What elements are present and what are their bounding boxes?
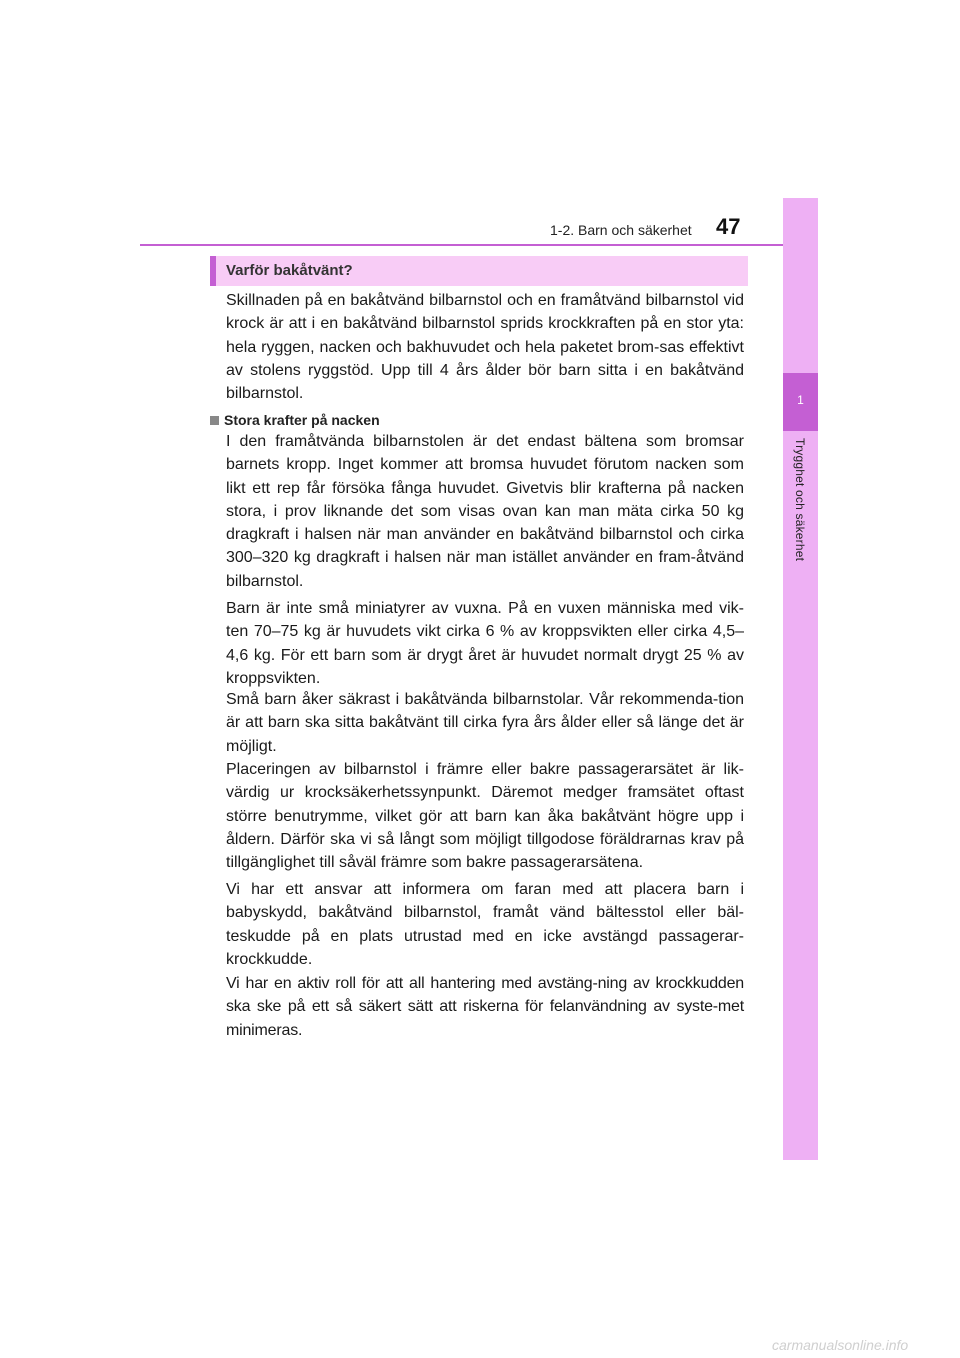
intro-paragraph: Skillnaden på en bakåtvänd bilbarnstol och en framåtvänd bilbarnstol vid krock är att i en bakåtvänd bilbarnstol sprids krockkraften på en stor yta: hela ryggen, nacken och bakhuvudet och hela paketet brom-sas effektivt av stolens ryggstöd. Upp till 4 års ålder bör barn sitta i en bakåtvänd bilbarnstol. <box>226 292 744 403</box>
body-paragraph: Små barn åker säkrast i bakåtvända bilbarnstolar. Vår rekommenda-tion är att barn ska sitta bakåtvänt till cirka fyra års ålder eller så länge det är möjligt. <box>226 691 744 755</box>
chapter-side-tab <box>783 198 818 1160</box>
chapter-title-vertical: Trygghet och säkerhet <box>793 438 807 562</box>
watermark: carmanualsonline.info <box>772 1337 909 1353</box>
body-paragraph: Vi har en aktiv roll för att all hantering med avstäng-ning av krockkudden ska ske på ett så säkert sätt att riskerna för felanvändning av syste-met minimeras. <box>226 975 744 1039</box>
chapter-number: 1 <box>797 393 804 407</box>
subsection-heading-text: Stora krafter på nacken <box>224 412 380 428</box>
section-box-title: Varför bakåtvänt? <box>226 262 353 279</box>
body-paragraph: I den framåtvända bilbarnstolen är det endast bältena som bromsar barnets kropp. Inget kommer att bromsa huvudet förutom nacken som likt ett rep får försöka fånga huvudet. Givetvis blir krafterna på nacken stora, i prov liknande det som visas ovan kan man mäta cirka 50 kg dragkraft i halsen när man använder en bakåtvänd bilbarnstol och cirka 300–320 kg dragkraft i halsen när man istället använder en fram-åtvänd bilbarnstol. <box>226 433 744 590</box>
body-paragraph: Barn är inte små miniatyrer av vuxna. På en vuxen människa med vik-ten 70–75 kg är huvudets vikt cirka 6 % av kroppsvikten eller cirka 4,5–4,6 kg. För ett barn som är drygt året är huvudet normalt drygt 25 % av kroppsvikten. <box>226 600 744 687</box>
header-divider <box>140 244 818 246</box>
square-bullet-icon <box>210 416 219 425</box>
body-paragraph: Vi har ett ansvar att informera om faran med att placera barn i babyskydd, bakåtvänd bilbarnstol, framåt vänd bältesstol eller bäl-teskudde på en plats utrustad med en icke avstängd passagerar-krockkudde. <box>226 881 744 968</box>
section-box-header <box>210 256 748 286</box>
header-section-title: 1-2. Barn och säkerhet <box>550 222 692 238</box>
subsection-heading <box>210 412 380 428</box>
body-paragraph: Placeringen av bilbarnstol i främre eller bakre passagerarsätet är lik-värdig ur krocksäkerhetssynpunkt. Däremot medger framsätet oftast större benutrymme, vilket gör att barn kan åka bakåtvänt högre upp i åldern. Därför ska vi så långt som möjligt tillgodose föräldrarnas krav på tillgänglighet till såväl främre som bakre passagerarsätena. <box>226 761 744 872</box>
page-number: 47 <box>716 214 741 239</box>
